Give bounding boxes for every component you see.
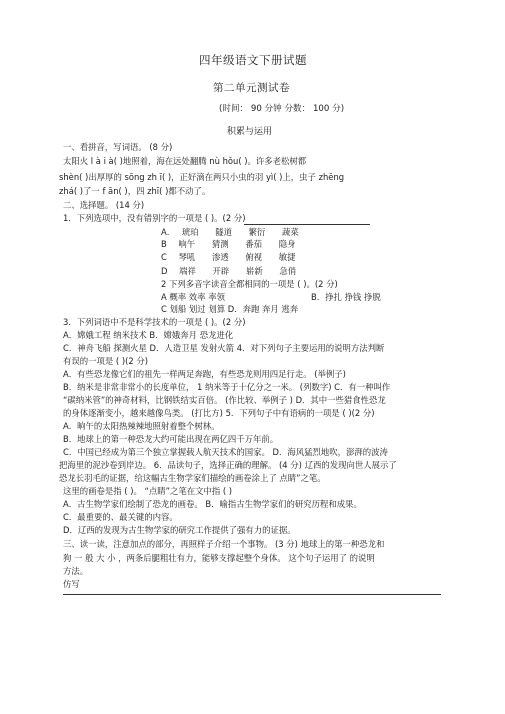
q1-option-a: [161, 227, 313, 238]
part1-line3: zhá( )了一 f ān( )，四 zhī( )都不动了。: [59, 186, 211, 196]
part3-line4: 仿写: [63, 579, 80, 589]
option-word: 琥珀: [181, 227, 199, 237]
option-word: 端祥: [179, 266, 196, 276]
q1-option-b: [161, 239, 309, 250]
q3-options-cd-question-4: C．神舟飞船 探测火星 D．人造卫星 发射火箭 4．对下列句子主要运用的说明方法判断: [63, 343, 385, 353]
exam-subtitle: 第二单元测试卷: [213, 82, 290, 94]
option-word: 琴吼: [178, 252, 196, 262]
question-1: 1．下列选项中，没有错别字的一项是 ( )。(2 分): [63, 213, 246, 223]
option-word: 隐身: [278, 239, 296, 249]
question-6-line1: 恐龙长羽毛的证据，给这幅古生物学家们描绘的画卷涂上了 点睛”之笔。: [59, 473, 326, 483]
q3-options-ab: A．嫦娥工程 纳米技术 B．嫦娥奔月 恐龙进化: [63, 330, 234, 340]
q5-option-d-question-6: 把海里的泥沙卷到岸边。 6．品读句子，选择正确的理解。 (4 分) 辽西的发现向世人展示了: [59, 460, 397, 470]
part2-heading: 二、选择题。 (14 分): [63, 200, 145, 210]
option-word: 急俏: [279, 266, 297, 276]
question-6-line2: 这里的画卷是指 ( )。 “点睛”之笔在文中指 ( ): [63, 486, 233, 496]
part1-line1: 太阳火 l à i à( )地照着，海在远处翻腾 nù hǒu( )。许多老松树都: [63, 156, 307, 166]
option-word: 渗透: [211, 252, 229, 262]
part3-heading: 三、读一读，注意加点的部分，再照样子介绍一个事物。 (3 分) 地球上的第一种恐龙和: [63, 539, 385, 549]
q1-option-c: [161, 252, 310, 263]
option-word: 响午: [178, 239, 196, 249]
q2-option-b: B．挣扎 挣钱 挣脱: [311, 292, 381, 302]
option-letter: D: [161, 266, 168, 276]
option-word: 隧道: [215, 227, 232, 237]
part1-line2: shèn( )出厚厚的 sōng zh ī( )，正好滴在两只小虫的羽 yì( )上，虫子 zhēng: [59, 172, 345, 182]
q2-option-a: A 概率 效率 率领: [161, 292, 225, 302]
question-4-line: 有误的一项是 ( )(2 分): [63, 356, 149, 366]
option-word: 猜测: [211, 239, 229, 249]
q4-option-b: B．纳米是非常非常小的长度单位， 1 纳米等于十亿分之一米。 (列数字) C．有一种叫作: [63, 382, 391, 392]
option-letter: B: [161, 239, 167, 249]
question-1-rule: [244, 224, 370, 225]
q2-option-cd: C 划船 划过 划算 D．奔跑 奔月 逃奔: [161, 304, 299, 314]
q5-option-a: A．晌午的太阳热辣辣地照射着整个树林。: [63, 421, 220, 431]
q5-option-c: C．中国已经成为第三个独立掌握载人航天技术的国家。 D．海风猛烈地吹，澎湃的波涛: [63, 447, 388, 457]
q1-option-d: [161, 266, 310, 277]
part3-line3: 方法。: [63, 566, 89, 576]
option-word: 俯视: [245, 252, 263, 262]
q4-option-a: A．有些恐龙像它们的祖先一样两足奔跑，有些恐龙则用四足行走。 (举例子): [63, 369, 346, 379]
option-word: 崭新: [245, 266, 263, 276]
option-word: 番茄: [245, 239, 263, 249]
option-word: 繁衍: [248, 227, 266, 237]
imitation-answer-rule: [63, 594, 441, 595]
q6-option-c: C．最重要的、最关键的内容。: [63, 512, 178, 522]
exam-title: 四年级语文下册试题: [199, 53, 307, 67]
option-word: 开辟: [212, 266, 230, 276]
question-3: 3．下列词语中不是科学技术的一项是 ( )。(2 分): [63, 317, 246, 327]
q4-option-d-question-5: 的身体逐渐变小，越来越像鸟类。 (打比方) 5．下列句子中有语病的一项是 ( )(2 分): [63, 408, 375, 418]
q6-option-ab: A．古生物学家们绘制了恐龙的画卷。 B．喻指古生物学家们的研究历程和成果。: [63, 499, 362, 509]
q6-option-d: D．辽西的发现为古生物学家的研究工作提供了强有力的证据。: [63, 525, 296, 535]
q5-option-b: B．地球上的第一种恐龙大约可能出现在两亿四千万年前。: [63, 434, 279, 444]
q4-option-c: “碳纳米管”的神奇材料，比钢铁结实百倍。 (作比较、举例子 ) D．其中一些猎食性恐龙: [63, 395, 386, 405]
option-word: 蔬菜: [282, 227, 299, 237]
question-2: 2 下列多音字读音全都相同的一项是 ( )。(2 分): [161, 279, 338, 289]
part1-heading: 一、看拼音，写词语。 (8 分): [63, 142, 173, 152]
part3-line2: 狗 一 般 大 小 ，两条后腿粗壮有力，能够支撑起整个身体。 这个句子运用了 的说明: [63, 553, 375, 563]
section-heading: 积累与运用: [227, 127, 273, 137]
exam-meta: (时间： 90 分钟 分数： 100 分): [219, 104, 345, 114]
option-letter: C: [161, 252, 167, 262]
option-word: 敏捷: [278, 252, 296, 262]
option-letter: A．: [161, 227, 176, 237]
